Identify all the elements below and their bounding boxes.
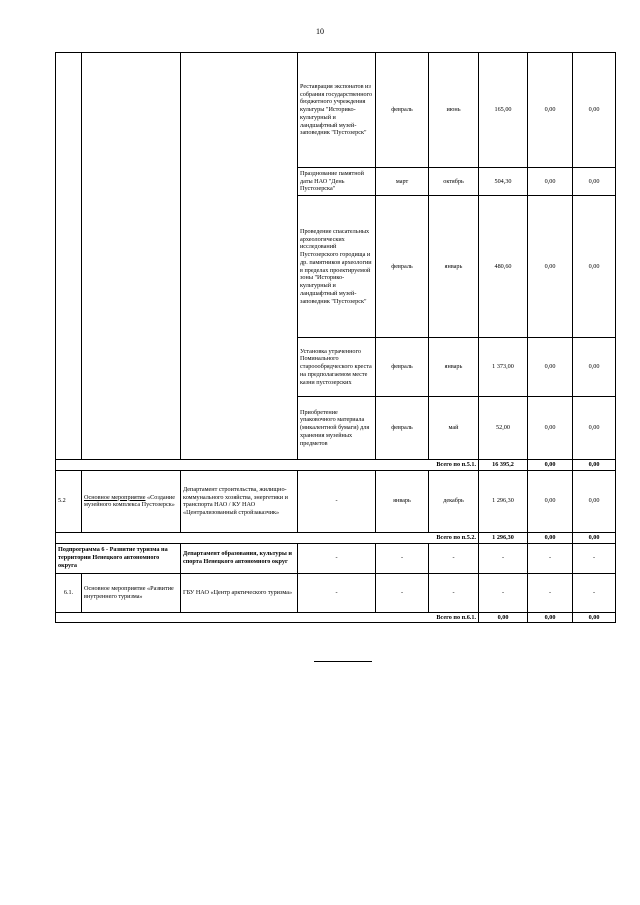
subprogram-row (56, 543, 616, 573)
total-row (56, 532, 616, 543)
start-cell: февраль (376, 53, 429, 168)
amount-cell: - (528, 573, 573, 612)
amount-cell: 0,00 (573, 397, 616, 460)
amount-cell: 0,00 (528, 338, 573, 397)
page-number: 10 (316, 27, 324, 36)
total-label: Всего по п.5.1. (56, 460, 479, 471)
table-row (56, 573, 616, 612)
program-table (55, 52, 616, 623)
total-row (56, 460, 616, 471)
total-amount: 16 395,2 (479, 460, 528, 471)
amount-cell: 0,00 (573, 53, 616, 168)
amount-cell: 0,00 (573, 196, 616, 338)
end-cell: январь (429, 338, 479, 397)
amount-cell: 0,00 (573, 168, 616, 196)
amount-cell: 480,60 (479, 196, 528, 338)
start-cell: март (376, 168, 429, 196)
event-cell: Установка утраченного Поминального староообрядческого креста на предполагаемом месте казни пустозерских (298, 338, 376, 397)
amount-cell: 504,30 (479, 168, 528, 196)
name-cell (82, 470, 181, 532)
amount-cell: 0,00 (573, 470, 616, 532)
end-cell: июнь (429, 53, 479, 168)
executor-cell: Департамент строительства, жилищно-коммунального хозяйства, энергетики и транспорта НАО / КУ НАО «Централизованный стройзаказчик» (181, 470, 298, 532)
total-amount: 0,00 (528, 612, 573, 623)
total-amount: 0,00 (573, 532, 616, 543)
amount-cell: 0,00 (528, 196, 573, 338)
total-amount: 0,00 (573, 460, 616, 471)
amount-cell: 0,00 (528, 470, 573, 532)
subprogram-name: Подпрограмма 6 - Развитие туризма на территории Ненецкого автономного округа (56, 543, 181, 573)
table-row (56, 53, 616, 168)
end-cell: январь (429, 196, 479, 338)
total-amount: 0,00 (573, 612, 616, 623)
amount-cell: 0,00 (573, 338, 616, 397)
event-cell: Проведение спасательных археологических исследований Пустозерского городища и др. памятников археологии в пределах проектируемой зоны "Историко-культурный и ландшафтный музей-заповедник "Пустозерск" (298, 196, 376, 338)
start-cell: январь (376, 470, 429, 532)
end-cell: октябрь (429, 168, 479, 196)
name-link: Основное мероприятие (84, 493, 146, 501)
end-cell: декабрь (429, 470, 479, 532)
event-cell: Приобретение упаковочного материала (микалентной бумаги) для хранения музейных предметов (298, 397, 376, 460)
num-cell (56, 53, 82, 460)
amount-cell: - (528, 543, 573, 573)
executor-cell: ГБУ НАО «Центр арктического туризма» (181, 573, 298, 612)
end-divider (314, 661, 372, 662)
num-cell: 6.1. (56, 573, 82, 612)
event-cell: Празднование памятной даты НАО "День Пустозерска" (298, 168, 376, 196)
start-cell: февраль (376, 196, 429, 338)
end-cell: - (429, 573, 479, 612)
end-cell: - (429, 543, 479, 573)
name-cell (82, 53, 181, 460)
start-cell: - (376, 573, 429, 612)
total-amount: 0,00 (479, 612, 528, 623)
amount-cell: 1 373,00 (479, 338, 528, 397)
start-cell: февраль (376, 338, 429, 397)
event-cell: - (298, 543, 376, 573)
num-cell: 5.2 (56, 470, 82, 532)
total-label: Всего по п.6.1. (56, 612, 479, 623)
amount-cell: 0,00 (528, 53, 573, 168)
amount-cell: 52,00 (479, 397, 528, 460)
amount-cell: - (479, 573, 528, 612)
amount-cell: 1 296,30 (479, 470, 528, 532)
executor-cell (181, 53, 298, 460)
amount-cell: 0,00 (528, 397, 573, 460)
name-rest: «Создание музейного комплекса Пустозерск» (84, 493, 175, 509)
total-amount: 1 296,30 (479, 532, 528, 543)
name-cell: Основное мероприятие «Развитие внутреннего туризма» (82, 573, 181, 612)
total-amount: 0,00 (528, 532, 573, 543)
amount-cell: - (479, 543, 528, 573)
start-cell: февраль (376, 397, 429, 460)
amount-cell: - (573, 543, 616, 573)
event-cell: Реставрация экспонатов из собрания государственного бюджетного учреждения культуры "Историко-культурный и ландшафтный музей-заповедник "Пустозерск" (298, 53, 376, 168)
table-row (56, 470, 616, 532)
event-cell: - (298, 470, 376, 532)
total-amount: 0,00 (528, 460, 573, 471)
amount-cell: - (573, 573, 616, 612)
event-cell: - (298, 573, 376, 612)
amount-cell: 0,00 (528, 168, 573, 196)
total-label: Всего по п.5.2. (56, 532, 479, 543)
end-cell: май (429, 397, 479, 460)
executor-cell: Департамент образования, культуры и спорта Ненецкого автономного округ (181, 543, 298, 573)
start-cell: - (376, 543, 429, 573)
total-row (56, 612, 616, 623)
amount-cell: 165,00 (479, 53, 528, 168)
